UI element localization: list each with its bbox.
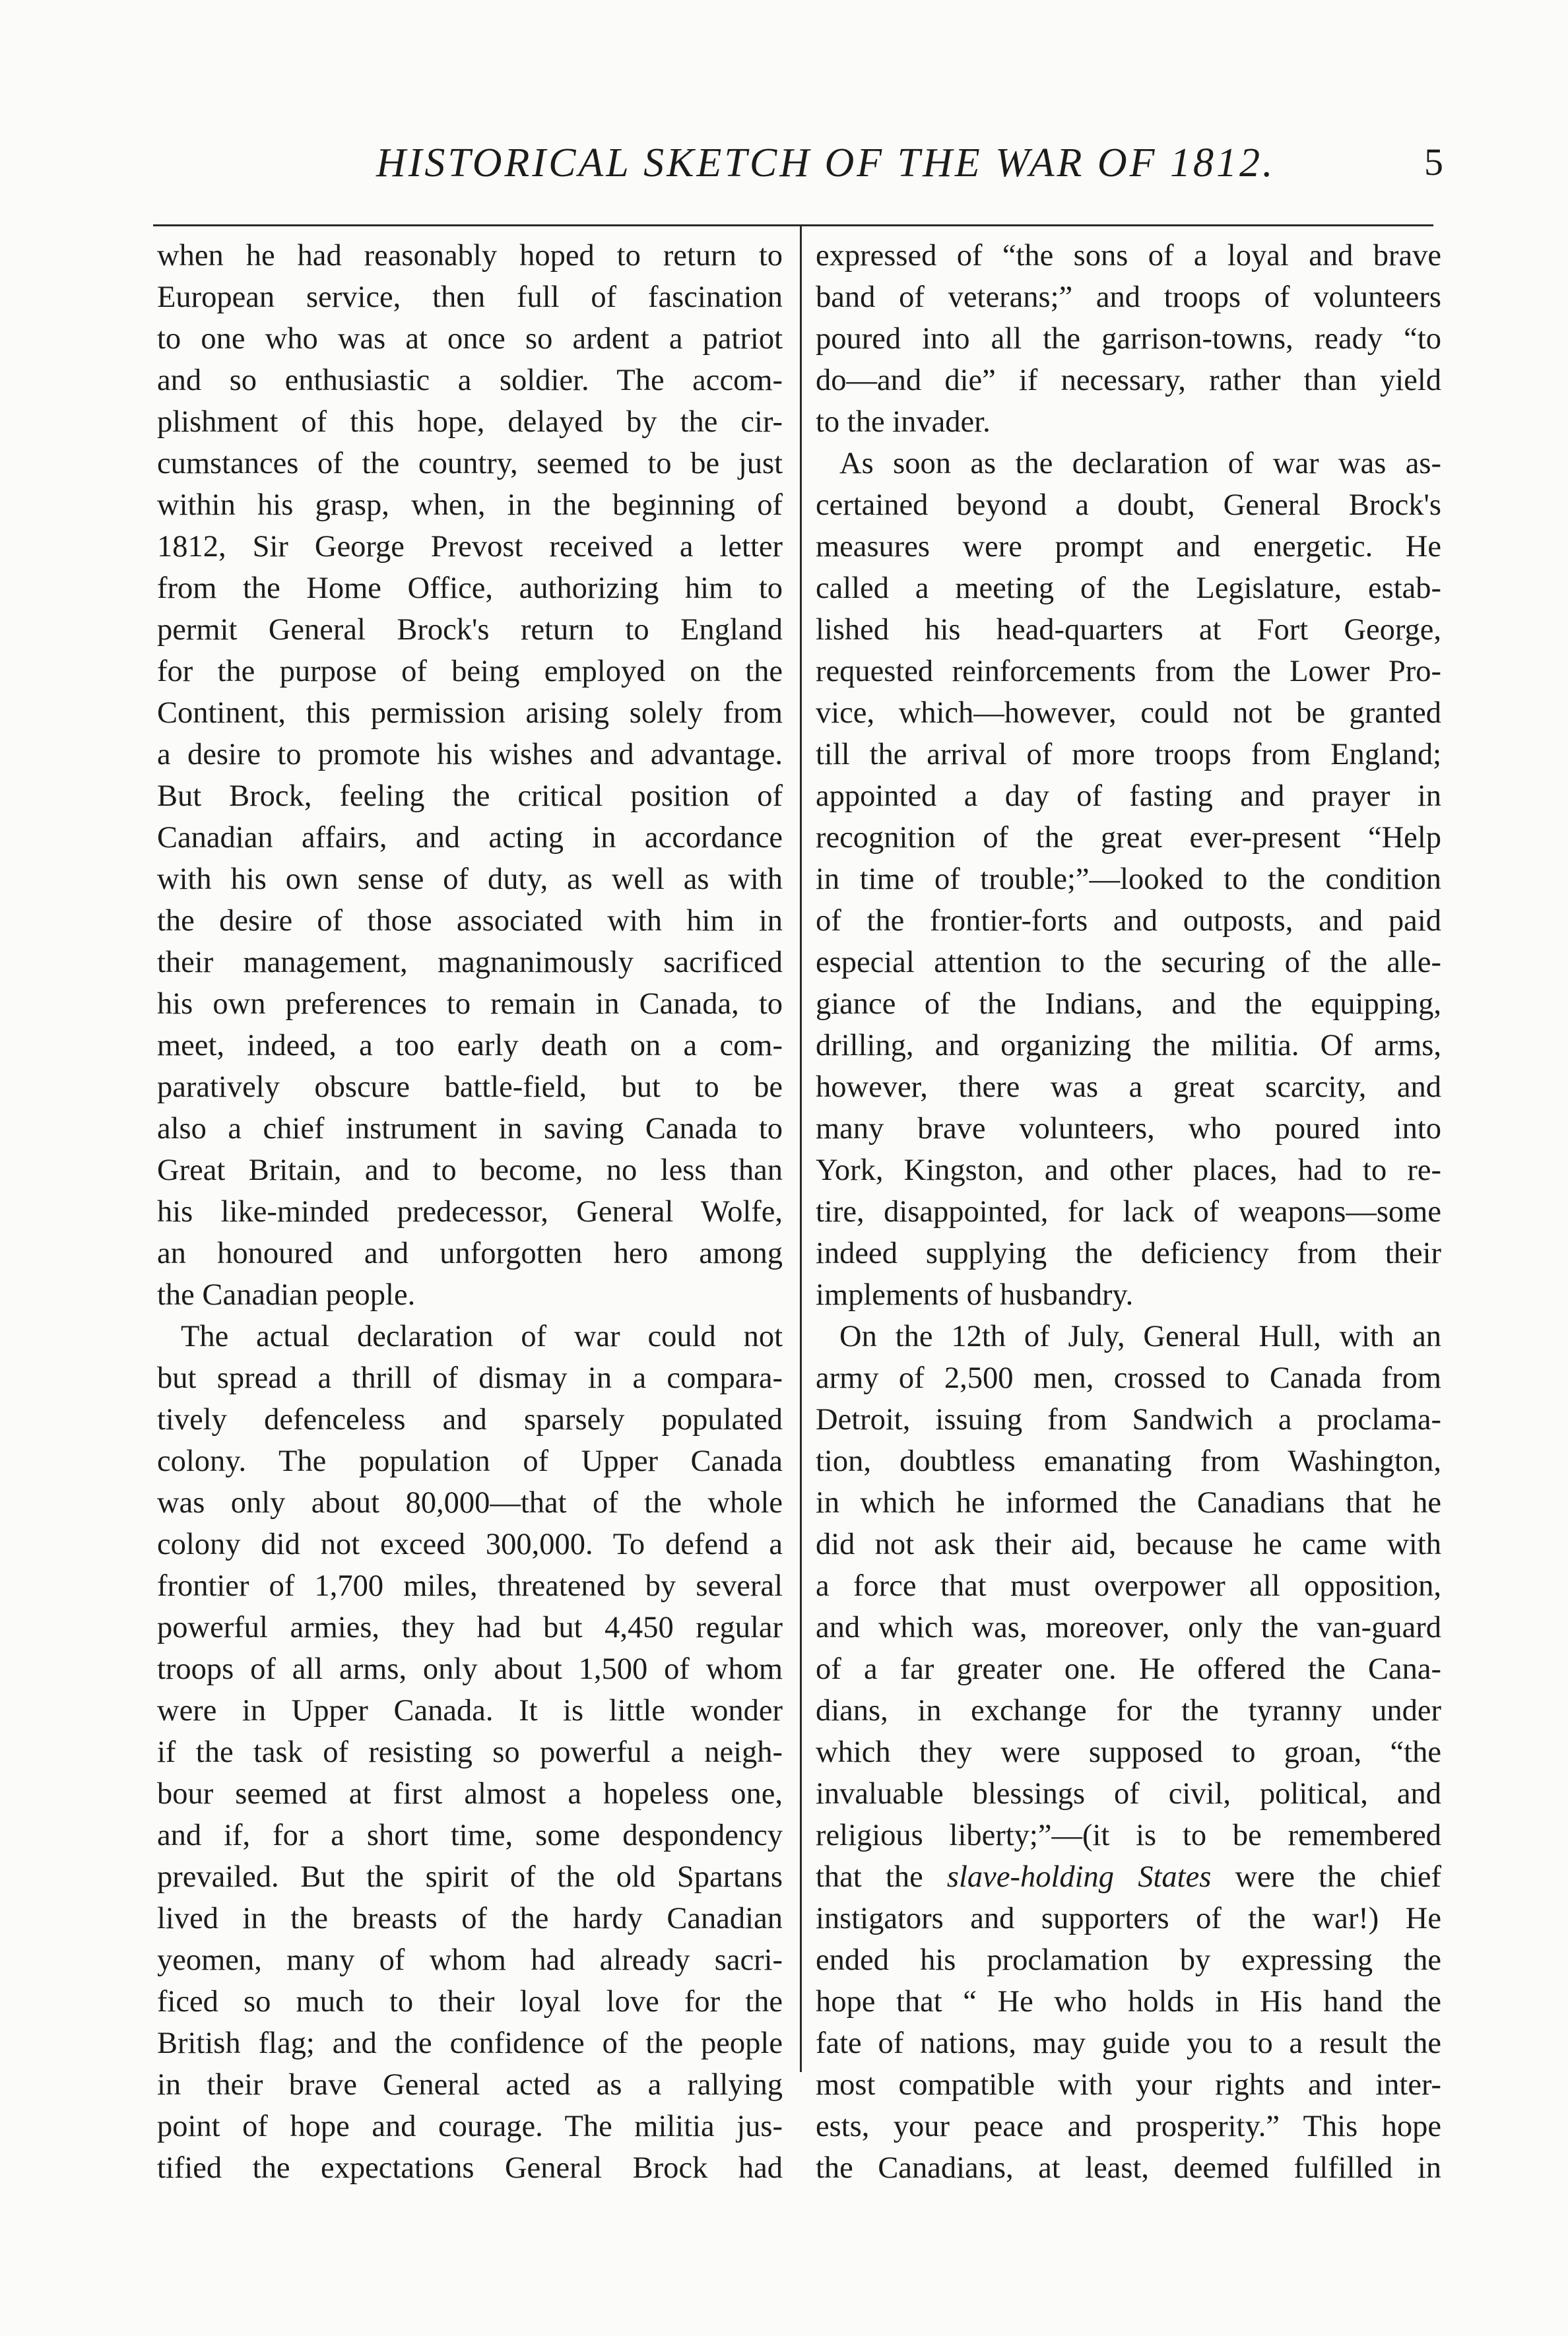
text-line: and if, for a short time, some despondency xyxy=(157,1819,783,1852)
text-line: On the 12th of July, General Hull, with an xyxy=(839,1320,1441,1353)
text-line: to one who was at once so ardent a patriot xyxy=(157,322,783,356)
text-line: tified the expectations General Brock had xyxy=(157,2151,783,2185)
text-line: ests, your peace and prosperity.” This hope xyxy=(816,2110,1441,2143)
text-line: cumstances of the country, seemed to be just xyxy=(157,447,783,480)
text-line: do—and die” if necessary, rather than yield xyxy=(816,364,1441,397)
text-line: religious liberty;”—(it is to be remembered xyxy=(816,1819,1441,1852)
text-line: of a far greater one. He offered the Cana- xyxy=(816,1652,1441,1686)
text-line: from the Home Office, authorizing him to xyxy=(157,571,783,605)
running-title: HISTORICAL SKETCH OF THE WAR OF 1812. xyxy=(376,141,1276,185)
text-line: many brave volunteers, who poured into xyxy=(816,1112,1441,1146)
text-line: for the purpose of being employed on the xyxy=(157,655,783,688)
text-line: British flag; and the confidence of the people xyxy=(157,2027,783,2060)
text-line: vice, which—however, could not be granted xyxy=(816,696,1441,730)
text-line: Detroit, issuing from Sandwich a proclama- xyxy=(816,1403,1441,1437)
text-line: point of hope and courage. The militia jus- xyxy=(157,2110,783,2143)
text-line: meet, indeed, a too early death on a com- xyxy=(157,1029,783,1062)
page-number: 5 xyxy=(1424,141,1443,183)
text-line: that the slave-holding States were the chief xyxy=(816,1860,1441,1894)
text-line: was only about 80,000—that of the whole xyxy=(157,1486,783,1520)
text-line: instigators and supporters of the war!) He xyxy=(816,1902,1441,1935)
text-line: their management, magnanimously sacrificed xyxy=(157,946,783,979)
text-line: prevailed. But the spirit of the old Spartans xyxy=(157,1860,783,1894)
text-line: 1812, Sir George Prevost received a letter xyxy=(157,530,783,564)
text-line: appointed a day of fasting and prayer in xyxy=(816,779,1441,813)
text-line: dians, in exchange for the tyranny under xyxy=(816,1694,1441,1728)
text-line: As soon as the declaration of war was as- xyxy=(839,447,1441,480)
text-line: paratively obscure battle-field, but to be xyxy=(157,1070,783,1104)
text-line: to the invader. xyxy=(816,405,991,439)
header-rule xyxy=(153,224,1433,226)
text-line: recognition of the great ever-present “Help xyxy=(816,821,1441,855)
text-line: which they were supposed to groan, “the xyxy=(816,1736,1441,1769)
text-line: the desire of those associated with him in xyxy=(157,904,783,938)
text-line: till the arrival of more troops from England; xyxy=(816,738,1441,771)
text-line: permit General Brock's return to England xyxy=(157,613,783,647)
column-divider xyxy=(800,224,802,2072)
text-line: requested reinforcements from the Lower Pro- xyxy=(816,655,1441,688)
text-line: plishment of this hope, delayed by the cir- xyxy=(157,405,783,439)
text-line: tire, disappointed, for lack of weapons—some xyxy=(816,1195,1441,1229)
text-line: giance of the Indians, and the equipping, xyxy=(816,987,1441,1021)
text-line: certained beyond a doubt, General Brock's xyxy=(816,488,1441,522)
text-line: if the task of resisting so powerful a neigh- xyxy=(157,1736,783,1769)
text-line: indeed supplying the deficiency from their xyxy=(816,1237,1441,1270)
text-line: But Brock, feeling the critical position of xyxy=(157,779,783,813)
text-line: expressed of “the sons of a loyal and brave xyxy=(816,239,1441,273)
text-line: especial attention to the securing of the alle- xyxy=(816,946,1441,979)
text-line: in their brave General acted as a rallying xyxy=(157,2068,783,2102)
text-line: an honoured and unforgotten hero among xyxy=(157,1237,783,1270)
text-line: did not ask their aid, because he came with xyxy=(816,1528,1441,1561)
text-line: the Canadian people. xyxy=(157,1278,416,1312)
text-line: when he had reasonably hoped to return to xyxy=(157,239,783,273)
text-line: drilling, and organizing the militia. Of arms, xyxy=(816,1029,1441,1062)
text-line: ended his proclamation by expressing the xyxy=(816,1943,1441,1977)
text-line: army of 2,500 men, crossed to Canada from xyxy=(816,1361,1441,1395)
text-line: band of veterans;” and troops of volunteers xyxy=(816,280,1441,314)
text-line: lived in the breasts of the hardy Canadian xyxy=(157,1902,783,1935)
text-line: a force that must overpower all opposition, xyxy=(816,1569,1441,1603)
text-line: his own preferences to remain in Canada, to xyxy=(157,987,783,1021)
text-line: Continent, this permission arising solely from xyxy=(157,696,783,730)
italic-phrase: slave-holding States xyxy=(946,1860,1212,1894)
text-line: bour seemed at first almost a hopeless one, xyxy=(157,1777,783,1811)
text-line: poured into all the garrison-towns, ready “to xyxy=(816,322,1441,356)
text-line: the Canadians, at least, deemed fulfilled in xyxy=(816,2151,1441,2185)
text-line: of the frontier-forts and outposts, and paid xyxy=(816,904,1441,938)
right-column xyxy=(816,235,1441,2189)
text-line: in time of trouble;”—looked to the condition xyxy=(816,862,1441,896)
text-line: measures were prompt and energetic. He xyxy=(816,530,1441,564)
text-line: troops of all arms, only about 1,500 of whom xyxy=(157,1652,783,1686)
text-line: York, Kingston, and other places, had to re- xyxy=(816,1153,1441,1187)
text-line: and which was, moreover, only the van-guard xyxy=(816,1611,1441,1644)
text-line: colony did not exceed 300,000. To defend a xyxy=(157,1528,783,1561)
text-line: most compatible with your rights and inter- xyxy=(816,2068,1441,2102)
text-line: implements of husbandry. xyxy=(816,1278,1134,1312)
text-line: however, there was a great scarcity, and xyxy=(816,1070,1441,1104)
text-line: Great Britain, and to become, no less than xyxy=(157,1153,783,1187)
text-line: a desire to promote his wishes and advantage. xyxy=(157,738,783,771)
text-line: frontier of 1,700 miles, threatened by several xyxy=(157,1569,783,1603)
text-line: powerful armies, they had but 4,450 regular xyxy=(157,1611,783,1644)
text-line: hope that “ He who holds in His hand the xyxy=(816,1985,1441,2019)
text-line: tion, doubtless emanating from Washington, xyxy=(816,1444,1441,1478)
page-header xyxy=(0,140,1568,199)
text-line: also a chief instrument in saving Canada to xyxy=(157,1112,783,1146)
text-line: were in Upper Canada. It is little wonder xyxy=(157,1694,783,1728)
text-line: Canadian affairs, and acting in accordance xyxy=(157,821,783,855)
text-line: called a meeting of the Legislature, estab- xyxy=(816,571,1441,605)
text-line: within his grasp, when, in the beginning of xyxy=(157,488,783,522)
text-line: in which he informed the Canadians that he xyxy=(816,1486,1441,1520)
text-line: and so enthusiastic a soldier. The accom- xyxy=(157,364,783,397)
text-line: yeomen, many of whom had already sacri- xyxy=(157,1943,783,1977)
left-column xyxy=(157,235,783,2189)
text-line: with his own sense of duty, as well as with xyxy=(157,862,783,896)
text-line: tively defenceless and sparsely populated xyxy=(157,1403,783,1437)
text-line: fate of nations, may guide you to a result the xyxy=(816,2027,1441,2060)
text-line: European service, then full of fascination xyxy=(157,280,783,314)
text-line: his like-minded predecessor, General Wolfe, xyxy=(157,1195,783,1229)
text-line: colony. The population of Upper Canada xyxy=(157,1444,783,1478)
text-line: invaluable blessings of civil, political, and xyxy=(816,1777,1441,1811)
text-line: lished his head-quarters at Fort George, xyxy=(816,613,1441,647)
text-line: ficed so much to their loyal love for the xyxy=(157,1985,783,2019)
text-line: but spread a thrill of dismay in a compara- xyxy=(157,1361,783,1395)
text-line: The actual declaration of war could not xyxy=(181,1320,783,1353)
